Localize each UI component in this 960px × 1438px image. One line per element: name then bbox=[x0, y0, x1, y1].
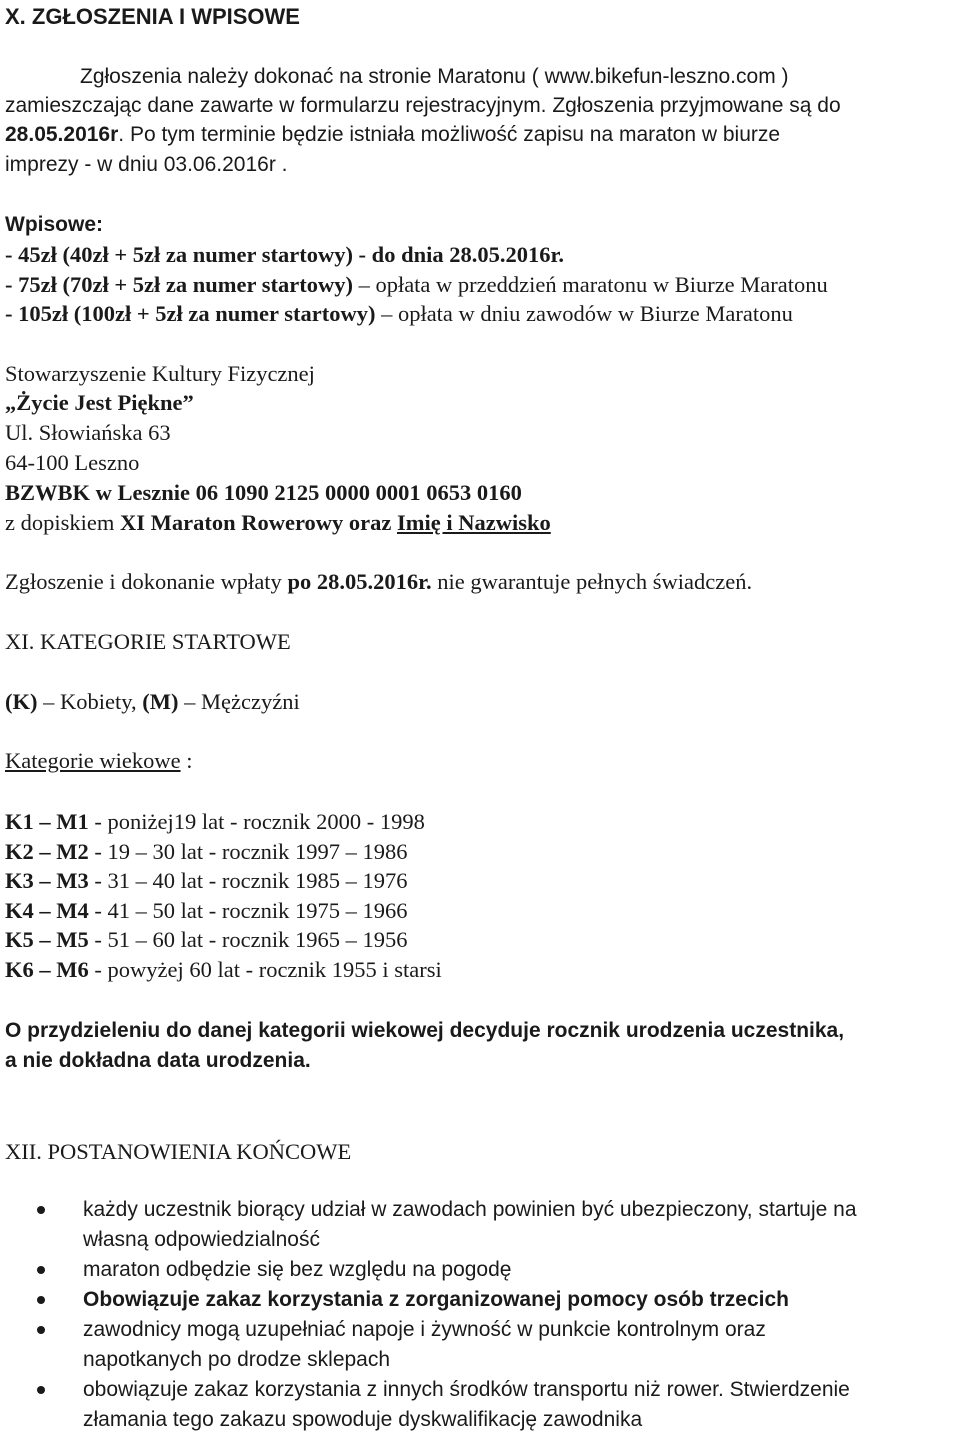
final-provision-4-line-1: zawodnicy mogą uzupełniać napoje i żywność w punkcie kontrolnym oraz bbox=[83, 1318, 766, 1341]
age-categories-title: Kategorie wiekowe : bbox=[5, 748, 193, 773]
category-row: K3 – M3 - 31 – 40 lat - rocznik 1985 – 1976 bbox=[5, 868, 408, 893]
section-12-title: XII. POSTANOWIENIA KOŃCOWE bbox=[5, 1139, 352, 1164]
fee-item-2: - 75zł (70zł + 5zł za numer startowy) – opłata w przeddzień maratonu w Biurze Maratonu bbox=[5, 272, 828, 297]
final-provision-1-line-1: każdy uczestnik biorący udział w zawodach powinien być ubezpieczony, startuje na bbox=[83, 1198, 857, 1221]
final-provision-3: Obowiązuje zakaz korzystania z zorganizowanej pomocy osób trzecich bbox=[83, 1288, 790, 1311]
category-row: K2 – M2 - 19 – 30 lat - rocznik 1997 – 1986 bbox=[5, 839, 408, 864]
category-row: K1 – M1 - poniżej19 lat - rocznik 2000 - 1998 bbox=[5, 809, 425, 834]
final-provision-5-line-2: złamania tego zakazu spowoduje dyskwalifikację zawodnika bbox=[83, 1408, 643, 1431]
category-row: K4 – M4 - 41 – 50 lat - rocznik 1975 – 1966 bbox=[5, 898, 408, 923]
category-row: K6 – M6 - powyżej 60 lat - rocznik 1955 i starsi bbox=[5, 957, 442, 982]
registration-paragraph-line-2: zamieszczając dane zawarte w formularzu rejestracyjnym. Zgłoszenia przyjmowane są do bbox=[5, 94, 841, 117]
bullet-icon bbox=[37, 1206, 45, 1214]
fee-title: Wpisowe: bbox=[5, 213, 103, 236]
fee-item-1: - 45zł (40zł + 5zł za numer startowy) - do dnia 28.05.2016r. bbox=[5, 242, 565, 267]
final-provision-4-line-2: napotkanych po drodze sklepach bbox=[83, 1348, 391, 1371]
bullet-icon bbox=[37, 1386, 45, 1394]
organizer-city: 64-100 Leszno bbox=[5, 450, 140, 475]
gender-categories: (K) – Kobiety, (M) – Mężczyźni bbox=[5, 689, 300, 714]
bullet-icon bbox=[37, 1266, 45, 1274]
deadline-date: 28.05.2016r bbox=[5, 123, 119, 146]
final-provision-5-line-1: obowiązuje zakaz korzystania z innych środków transportu niż rower. Stwierdzenie bbox=[83, 1378, 850, 1401]
registration-paragraph-line-4: imprezy - w dniu 03.06.2016r . bbox=[5, 153, 288, 176]
transfer-note: z dopiskiem XI Maraton Rowerowy oraz Imię i Nazwisko bbox=[5, 510, 551, 535]
fee-item-3: - 105zł (100zł + 5zł za numer startowy) – opłata w dniu zawodów w Biurze Maratonu bbox=[5, 301, 793, 326]
organizer-subname: „Życie Jest Piękne” bbox=[5, 390, 194, 415]
organizer-name: Stowarzyszenie Kultury Fizycznej bbox=[5, 361, 315, 386]
final-provision-1-line-2: własną odpowiedzialność bbox=[83, 1228, 320, 1251]
category-row: K5 – M5 - 51 – 60 lat - rocznik 1965 – 1956 bbox=[5, 927, 408, 952]
bullet-icon bbox=[37, 1296, 45, 1304]
category-rule-line-2: a nie dokładna data urodzenia. bbox=[5, 1049, 311, 1072]
registration-paragraph-line-3: 28.05.2016r. Po tym terminie będzie istniała możliwość zapisu na maraton w biurze bbox=[5, 123, 781, 146]
bank-account: BZWBK w Lesznie 06 1090 2125 0000 0001 0653 0160 bbox=[5, 480, 522, 505]
section-10-title: X. ZGŁOSZENIA I WPISOWE bbox=[5, 4, 300, 29]
registration-paragraph-line-1: Zgłoszenia należy dokonać na stronie Maratonu ( www.bikefun-leszno.com ) bbox=[80, 65, 789, 88]
final-provision-2: maraton odbędzie się bez względu na pogodę bbox=[83, 1258, 512, 1281]
late-registration-note: Zgłoszenie i dokonanie wpłaty po 28.05.2016r. nie gwarantuje pełnych świadczeń. bbox=[5, 569, 753, 594]
section-11-title: XI. KATEGORIE STARTOWE bbox=[5, 629, 291, 654]
organizer-street: Ul. Słowiańska 63 bbox=[5, 420, 171, 445]
category-rule-line-1: O przydzieleniu do danej kategorii wiekowej decyduje rocznik urodzenia uczestnika, bbox=[5, 1019, 845, 1042]
bullet-icon bbox=[37, 1326, 45, 1334]
